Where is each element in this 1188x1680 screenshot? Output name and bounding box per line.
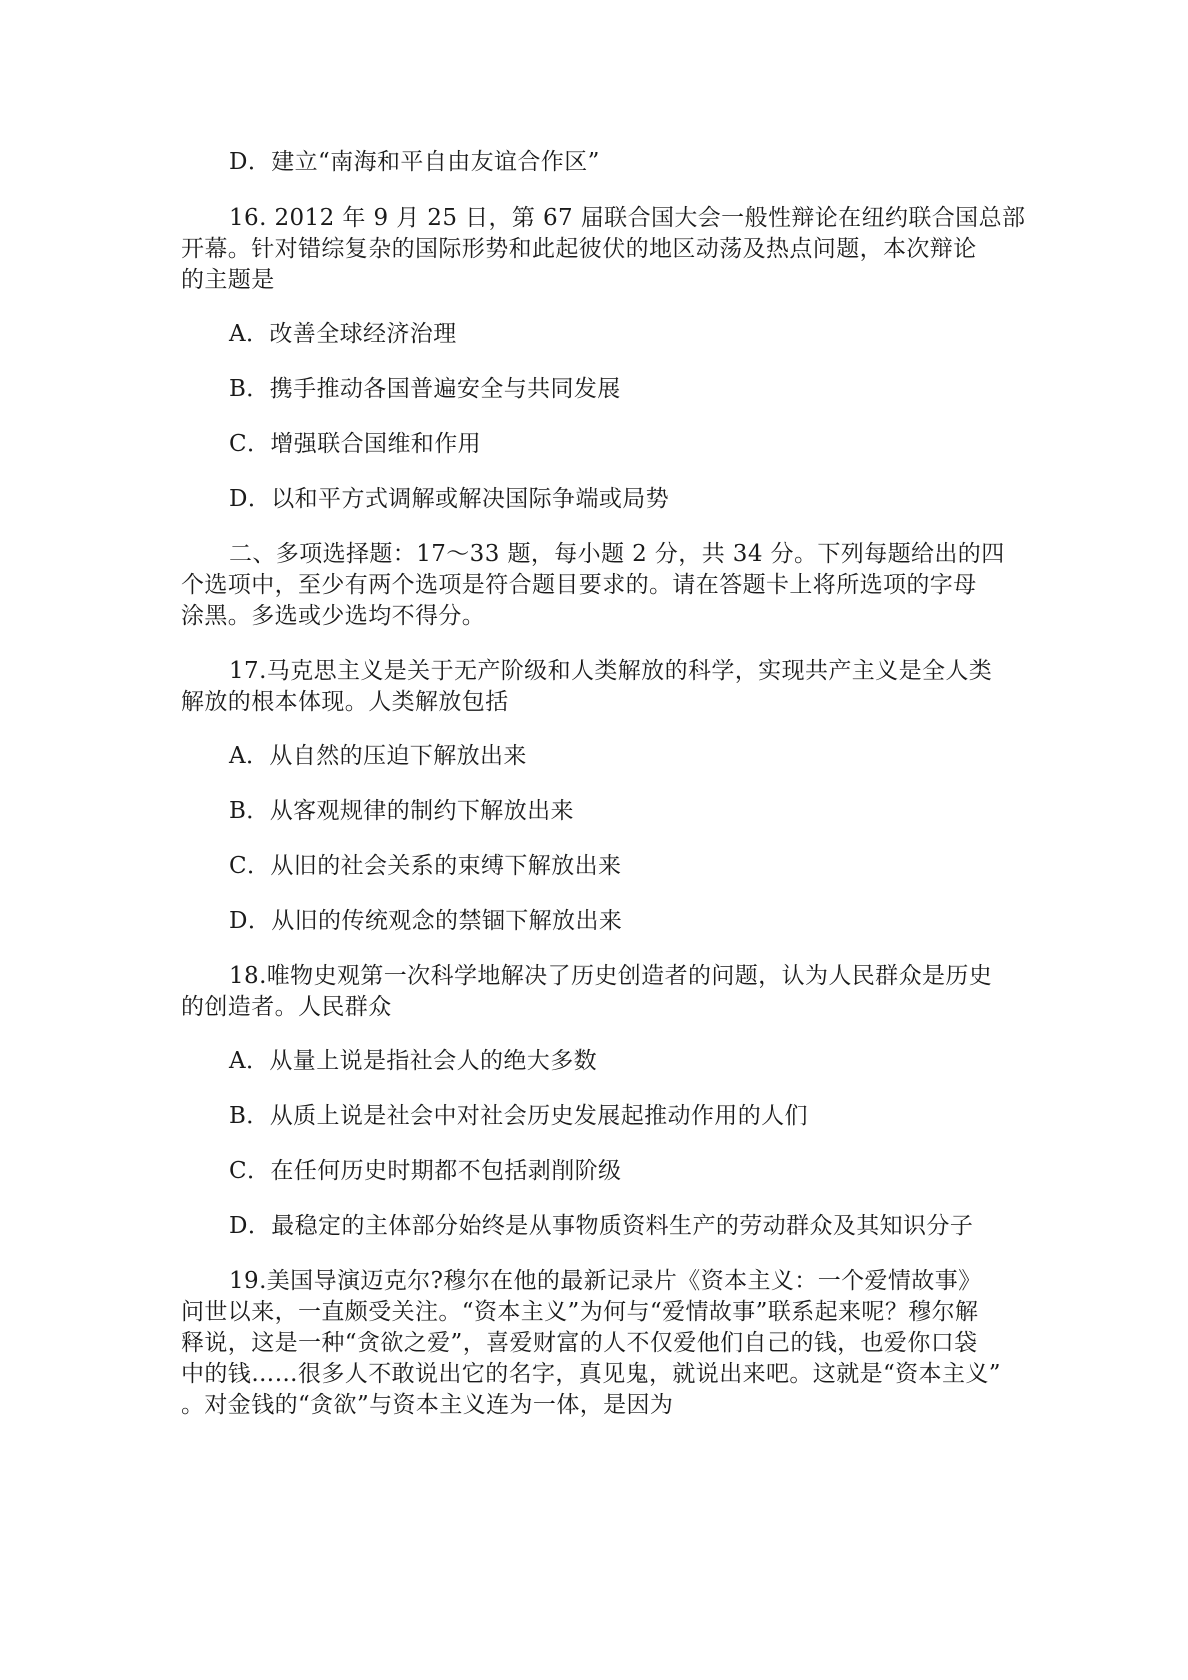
q19-stem-line-1: 19.美国导演迈克尔?穆尔在他的最新记录片《资本主义：一个爱情故事》 xyxy=(229,1268,982,1294)
q16-option-b: B．携手推动各国普遍安全与共同发展 xyxy=(229,376,621,402)
section2-instructions-line-1: 二、多项选择题：17～33 题，每小题 2 分，共 34 分。下列每题给出的四 xyxy=(229,541,1005,567)
q19-stem-line-5: 。对金钱的“贪欲”与资本主义连为一体，是因为 xyxy=(181,1392,674,1418)
q18-option-b: B．从质上说是社会中对社会历史发展起推动作用的人们 xyxy=(229,1103,808,1129)
q16-option-a: A．改善全球经济治理 xyxy=(229,321,457,347)
q19-stem-line-3: 释说，这是一种“贪欲之爱”，喜爱财富的人不仅爱他们自己的钱，也爱你口袋 xyxy=(181,1330,978,1356)
q17-option-b: B．从客观规律的制约下解放出来 xyxy=(229,798,574,824)
q18-option-d: D．最稳定的主体部分始终是从事物质资料生产的劳动群众及其知识分子 xyxy=(229,1213,974,1239)
q17-option-c: C．从旧的社会关系的束缚下解放出来 xyxy=(229,853,622,879)
q18-stem-line-1: 18.唯物史观第一次科学地解决了历史创造者的问题，认为人民群众是历史 xyxy=(229,963,993,989)
q19-stem-line-4: 中的钱……很多人不敢说出它的名字，真见鬼，就说出来吧。这就是“资本主义” xyxy=(181,1361,1001,1387)
q17-stem-line-1: 17.马克思主义是关于无产阶级和人类解放的科学，实现共产主义是全人类 xyxy=(229,658,993,684)
q16-option-d: D．以和平方式调解或解决国际争端或局势 xyxy=(229,486,670,512)
q17-stem-line-2: 解放的根本体现。人类解放包括 xyxy=(181,689,509,715)
q18-stem-line-2: 的创造者。人民群众 xyxy=(181,994,392,1020)
q16-stem-line-2: 开幕。针对错综复杂的国际形势和此起彼伏的地区动荡及热点问题，本次辩论 xyxy=(181,236,977,262)
q15-option-d: D．建立“南海和平自由友谊合作区” xyxy=(229,149,600,175)
q17-option-a: A．从自然的压迫下解放出来 xyxy=(229,743,527,769)
q19-stem-line-2: 问世以来，一直颇受关注。“资本主义”为何与“爱情故事”联系起来呢？穆尔解 xyxy=(181,1299,979,1325)
section2-instructions-line-2: 个选项中，至少有两个选项是符合题目要求的。请在答题卡上将所选项的字母 xyxy=(181,572,977,598)
q17-option-d: D．从旧的传统观念的禁锢下解放出来 xyxy=(229,908,623,934)
q16-stem-line-1: 16. 2012 年 9 月 25 日，第 67 届联合国大会一般性辩论在纽约联合国总部 xyxy=(229,205,1026,231)
q18-option-a: A．从量上说是指社会人的绝大多数 xyxy=(229,1048,598,1074)
q18-option-c: C．在任何历史时期都不包括剥削阶级 xyxy=(229,1158,622,1184)
section2-instructions-line-3: 涂黑。多选或少选均不得分。 xyxy=(181,603,486,629)
q16-option-c: C．增强联合国维和作用 xyxy=(229,431,481,457)
q16-stem-line-3: 的主题是 xyxy=(181,267,275,293)
